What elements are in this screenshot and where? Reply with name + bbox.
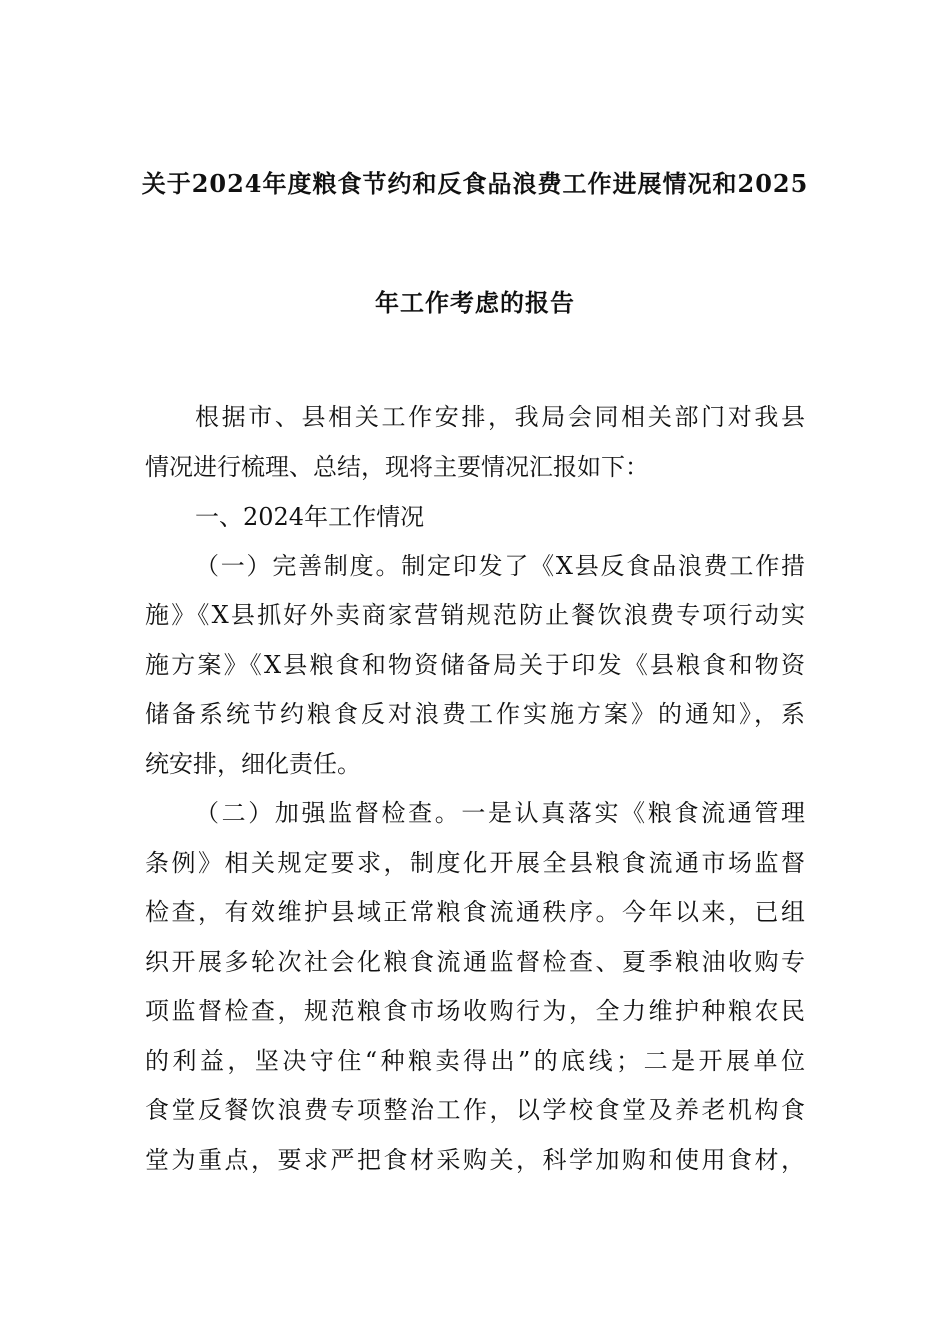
paragraph-line: 根据市、县相关工作安排，我局会同相关部门对我县 [195, 403, 805, 431]
paragraph-line: 储备系统节约粮食反对浪费工作实施方案》的通知》，系 [145, 700, 805, 728]
document-title-line-1: 关于2024年度粮食节约和反食品浪费工作进展情况和2025 [141, 169, 809, 198]
paragraph-line: 食堂反餐饮浪费专项整治工作，以学校食堂及养老机构食 [145, 1096, 805, 1124]
paragraph-line: 情况进行梳理、总结，现将主要情况汇报如下： [145, 453, 649, 481]
paragraph-line: （二）加强监督检查。一是认真落实《粮食流通管理 [195, 799, 805, 827]
paragraph-line: 条例》相关规定要求，制度化开展全县粮食流通市场监督 [145, 849, 805, 877]
paragraph-line: （一）完善制度。制定印发了《X县反食品浪费工作措 [195, 552, 805, 580]
paragraph-line: 的利益，坚决守住“种粮卖得出”的底线；二是开展单位 [145, 1047, 805, 1075]
paragraph-line: 堂为重点，要求严把食材采购关，科学加购和使用食材， [145, 1146, 805, 1174]
paragraph-line: 检查，有效维护县域正常粮食流通秩序。今年以来，已组 [145, 898, 805, 926]
paragraph-line: 织开展多轮次社会化粮食流通监督检查、夏季粮油收购专 [145, 948, 805, 976]
paragraph-line: 项监督检查，规范粮食市场收购行为，全力维护种粮农民 [145, 997, 805, 1025]
section-heading: 一、2024年工作情况 [195, 503, 425, 531]
paragraph-line: 统安排，细化责任。 [145, 750, 361, 778]
paragraph-line: 施》《X县抓好外卖商家营销规范防止餐饮浪费专项行动实 [145, 601, 805, 629]
paragraph-line: 施方案》《X县粮食和物资储备局关于印发《县粮食和物资 [145, 651, 805, 679]
document-title-line-2: 年工作考虑的报告 [375, 288, 575, 317]
